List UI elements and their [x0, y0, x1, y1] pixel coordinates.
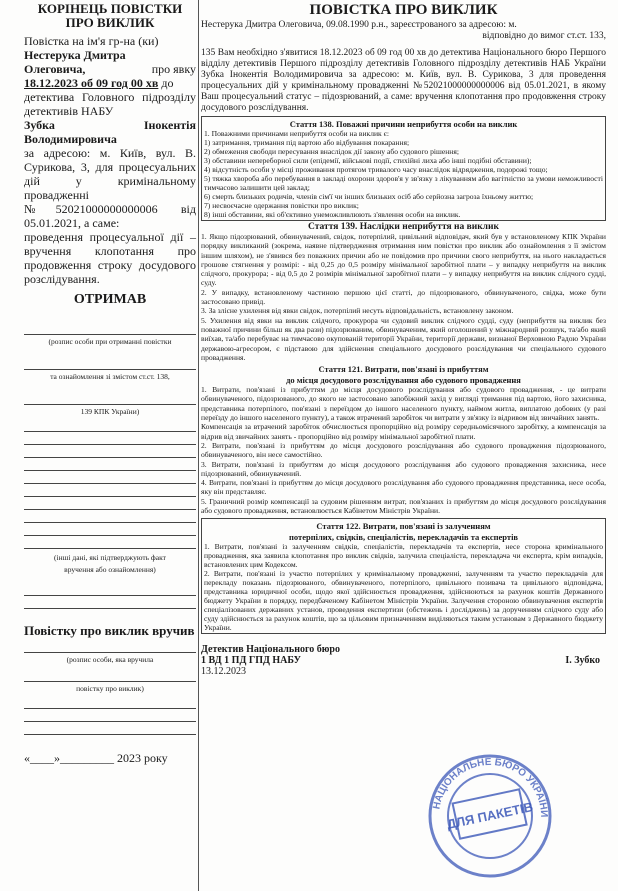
stamp-ring-text: НАЦІОНАЛЬНЕ БЮРО УКРАЇНИ: [431, 756, 550, 818]
stub-name-line: [24, 48, 196, 62]
stub-name-line2: [24, 62, 196, 76]
blank-line[interactable]: [24, 722, 196, 735]
art138-item: 4) відсутність особи у місці проживання протягом тривалого часу внаслідок відрядження, подорожі тощо;: [204, 165, 548, 174]
hint-served-2: повістку про виклик): [76, 684, 144, 693]
blank-line[interactable]: [24, 497, 196, 510]
art121-p3: 3. Витрати, пов'язані із прибуттям до місця досудового розслідування або судового провадження захисника, несе підозрюваний, обвинувачений.: [201, 459, 606, 478]
signature-line[interactable]: [24, 357, 196, 370]
main-title: ПОВІСТКА ПРО ВИКЛИК: [309, 2, 498, 18]
art121-p2: 2. Витрати, пов'язані із прибуттям до місця досудового розслідування або судового провадження підозрюваного, обвинуваченого, він несе самостійно.: [201, 440, 606, 460]
art138-item: 1) затримання, тримання під вартою або відбування покарання;: [204, 138, 410, 147]
art138-title: Стаття 138. Поважні причини неприбуття особи на виклик: [289, 119, 518, 129]
stub-addressee-line: Повістка на ім'я гр-на (ки): [24, 34, 159, 48]
art121-p1b: Компенсація за втрачений заробіток обчислюється пропорційно від розміру середньомісячного заробітку, а компенсація за відрив від звичайних занять - пропорційно від розміру мінімальної заробітної плати.: [201, 422, 606, 441]
stub-appointment-line: [24, 76, 196, 90]
art138-item: 3) обставини непереборної сили (епідемії, військові події, стихійні лиха або інші подібні обставини);: [204, 156, 532, 165]
signer-title: Детектив Національного бюро: [201, 644, 340, 656]
art138-item: 6) смерть близьких родичів, членів сім'ї чи інших близьких осіб або серйозна загроза їхньому життю;: [204, 192, 534, 201]
blank-line[interactable]: [24, 471, 196, 484]
signer-unit: 1 ВД 1 ПД ГПД НАБУ: [201, 655, 301, 667]
summons-main: [201, 0, 606, 684]
blank-line[interactable]: [24, 484, 196, 497]
art139-p3: 3. За злісне ухилення від явки свідок, потерпілий несуть відповідальність, встановлену законом.: [201, 306, 514, 316]
signer-name: І. Зубко: [565, 655, 600, 667]
stub-to: до: [161, 76, 174, 90]
stub-name2: Олеговича,: [24, 62, 86, 76]
art122-p1: 1. Витрати, пов'язані із залученням свідків, спеціалістів, перекладачів та експертів, несе сторона кримінального провадження, яка заявила клопотання про виклик свідків, залучила спеціаліста, перекладача чи експерта, крім випадків, встановлених цим Кодексом.: [204, 542, 603, 570]
signature-line[interactable]: [24, 322, 196, 335]
hint-other-1: (інші дані, які підтверджують факт: [54, 553, 166, 562]
art139-p1: 1. Якщо підозрюваний, обвинувачений, свідок, потерпілий, цивільний відповідач, який був у встановленому КПК України порядку викликаний (зокрема, наявне підтвердження отримання ним повістки про виклик або ознайомлення з її змістом іншим шляхом), не з'явився без поважних причин або не повідомив про причини свого неприбуття, на нього накладається грошове стягнення у розмірі: - від 0,25 до 0,5 розміру мінімальної заробітної плати – у випадку неприбуття на виклик слідчого, прокурора; - від 0,5 до 2 розмірів мінімальної заробітної плати – у випадку неприбуття на виклик слідчого судді, суду.: [201, 232, 606, 288]
blank-line[interactable]: [24, 596, 196, 609]
art122-p2: 2. Витрати, пов'язані із участю потерпілих у кримінальному провадженні, залученням та участю перекладачів для перекладу показань підозрюваного, обвинуваченого, потерпілого, цивільного позивача та цивільного відповідача, представника юридичної особи, щодо якої здійснюється провадження, здійснюються за рахунок коштів Державного бюджету України в порядку, передбаченому Кабінетом Міністрів України. Залучення стороною обвинувачення експертів спеціалізованих державних установ, проведення експертизи (обстежень і досліджень) за дорученням слідчого суду або суду здійснюється за рахунок коштів, що за цільовим призначенням виділяються таким установам з Державного бюджету України.: [204, 569, 603, 633]
hint-receipt-2: та ознайомлення зі змістом ст.ст. 138,: [50, 372, 170, 381]
art139-p5: 5. Ухилення від явки на виклик слідчого, прокурора чи судовий виклик слідчого судді, суду (неприбуття на виклик без поважної причини більш як два рази) підозрюваним, обвинуваченим, який оголошений у міжнародний розшук, та/або який виїхав, та/або перебуває на тимчасово окупованій території України, території держави, визнаної Верховною Радою України державою-агресором, є підставою для здійснення спеціального досудового розслідування чи спеціального судового провадження.: [201, 315, 606, 362]
ink-stamp: [426, 752, 554, 880]
art121-p5: 5. Граничний розмір компенсації за судовим рішенням витрат, пов'язаних із прибуттям до місця досудового розслідування або судового провадження, встановлюється Кабінетом Міністрів України.: [201, 496, 606, 516]
stub-detective-body: детектива Головного підрозділу детективів НАБУ: [24, 90, 196, 118]
blank-line[interactable]: [24, 445, 196, 458]
summons-stub: [24, 0, 196, 891]
signature-line[interactable]: [24, 640, 196, 653]
art138-item: 5) тяжка хвороба або перебування в закладі охорони здоров'я у зв'язку з лікуванням або вагітністю за умови неможливості тимчасово залишити цей заклад;: [204, 174, 603, 192]
art138-item: 7) несвоєчасне одержання повістки про виклик;: [204, 201, 359, 210]
stub-appointment: 18.12.2023 об 09 год 00 хв: [24, 76, 159, 90]
stub-address: за адресою: м. Київ, вул. В. Сурикова, 3, для процесуальних дій у кримінальному провадженні №52021000000000006 від 05.01.2021, а саме:: [24, 146, 196, 230]
blank-line[interactable]: [24, 709, 196, 722]
art138-item: 2) обмеження свободи пересування внаслідок дії закону або судового рішення;: [204, 147, 459, 156]
stub-detective-name: Зубка Інокентія Володимировича: [24, 118, 196, 146]
blank-line[interactable]: [24, 523, 196, 536]
art122-title-2: потерпілих, свідків, спеціалістів, перекладачів та експертів: [288, 532, 519, 543]
hint-receipt-1: (розпис особи при отриманні повістки: [48, 337, 172, 346]
issue-date: 13.12.2023: [201, 666, 246, 678]
art121-title-1: Стаття 121. Витрати, пов'язані із прибуттям: [318, 364, 489, 375]
hint-receipt-3: 139 КПК України): [80, 407, 140, 416]
art122-title-1: Стаття 122. Витрати, пов'язані із залученням: [316, 521, 491, 532]
hint-other-2: вручення або ознайомлення): [64, 565, 156, 574]
stub-title: КОРІНЕЦЬ ПОВІСТКИ ПРО ВИКЛИК: [37, 1, 183, 30]
blank-line[interactable]: [24, 510, 196, 523]
stub-name1: Нестерука Дмитра: [24, 48, 126, 62]
intro-line-1: Нестерука Дмитра Олеговича, 09.08.1990 р.н., зареєстрованого за адресою: м.: [201, 20, 517, 30]
art139-p2: 2. У випадку, встановленому частиною першою цієї статті, до підозрюваного, обвинуваченого, свідка, може бути застосовано привід.: [201, 287, 606, 307]
intro-line-2: відповідно до вимог ст.ст. 133,: [482, 31, 606, 41]
received-heading: ОТРИМАВ: [73, 292, 147, 307]
stub-detective-line: [24, 118, 196, 146]
intro-body: 135 Вам необхідно з'явитися 18.12.2023 об 09 год 00 хв до детектива Національного бюро Першого відділу детективів Першого підрозділу детективів Головного підрозділу детективів НАБ України Зубка Інокентія Володимировича за адресою: м. Київ, вул. В. Сурикова, 3 для проведення процесуальних дій у кримінальному провадженні №52021000000000006 від 05.01.2021, в якому Ваш процесуальний статус – підозрюваний, а саме: вручення клопотання про продовження строку досудового розслідування.: [201, 48, 606, 113]
article-138-box: [201, 116, 606, 221]
blank-line[interactable]: [24, 432, 196, 445]
article-122-box: [201, 518, 606, 634]
signature-line[interactable]: [24, 669, 196, 682]
stamp-center-text: ДЛЯ ПАКЕТІВ: [445, 799, 535, 832]
art121-title-2: до місця досудового розслідування або судового провадження: [286, 375, 521, 386]
stub-date-line[interactable]: «____»_________ 2023 року: [24, 751, 168, 765]
hint-served-1: (розпис особи, яка вручила: [66, 655, 154, 664]
stub-action: проведення процесуальної дії – вручення клопотання про продовження строку досудового розслідування.: [24, 230, 196, 286]
blank-line[interactable]: [24, 583, 196, 596]
art139-title: Стаття 139. Наслідки неприбуття на виклик: [308, 222, 499, 232]
blank-line[interactable]: [24, 419, 196, 432]
blank-line[interactable]: [24, 458, 196, 471]
cut-divider: [198, 0, 199, 891]
signature-line[interactable]: [24, 392, 196, 405]
blank-line[interactable]: [24, 696, 196, 709]
served-section-title: Повістку про виклик вручив: [24, 623, 195, 638]
stub-about: про явку: [151, 62, 196, 76]
blank-line[interactable]: [24, 536, 196, 549]
art138-item: 8) інші обставини, які об'єктивно унеможливлюють з'явлення особи на виклик.: [204, 210, 461, 219]
art138-item: 1. Поважними причинами неприбуття особи на виклик є:: [204, 129, 390, 138]
art121-p4: 4. Витрати, пов'язані із прибуттям до місця досудового розслідування або судового провадження представника, несе особа, яку він представляє.: [201, 478, 606, 497]
art121-p1: 1. Витрати, пов'язані із прибуттям до місця досудового розслідування або судового провадження, - це витрати обвинуваченого, підозрюваного, до якого не застосовано запобіжний захід у вигляді тримання під вартою, його захисника, представника потерпілого, пов'язані з переїздом до іншого населеного пункту, наймом житла, виплатою добових (у разі переїзду до іншого населеного пункту), а також втрачений заробіток чи витрати у зв'язку із відривом від звичайних занять.: [201, 385, 606, 423]
signature-block: [201, 644, 606, 684]
